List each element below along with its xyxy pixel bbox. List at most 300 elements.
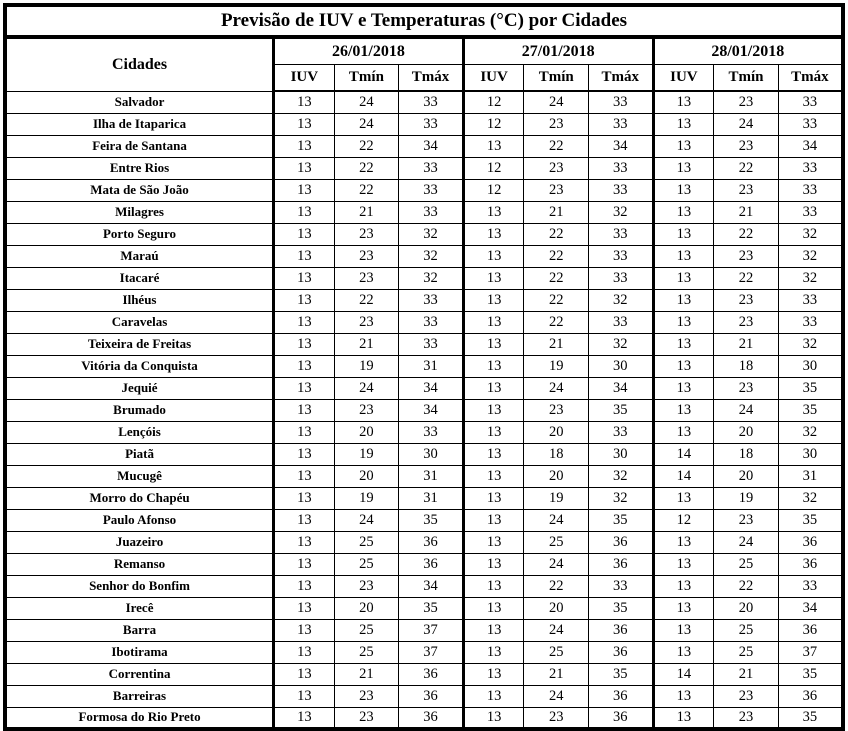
value-cell: 35 [589,663,654,685]
value-cell: 36 [589,553,654,575]
value-cell: 23 [714,91,779,113]
table-row [5,245,843,267]
value-cell: 30 [778,355,843,377]
value-cell: 13 [274,201,335,223]
value-cell: 35 [778,509,843,531]
value-cell: 13 [274,531,335,553]
value-cell: 19 [334,355,399,377]
value-cell: 13 [653,91,714,113]
table-row [5,663,843,685]
value-cell: 32 [589,333,654,355]
value-cell: 33 [589,311,654,333]
table-row [5,267,843,289]
value-cell: 20 [714,597,779,619]
value-cell: 13 [274,707,335,729]
value-cell: 30 [589,355,654,377]
value-cell: 21 [524,333,589,355]
value-cell: 21 [714,663,779,685]
value-cell: 23 [714,311,779,333]
value-cell: 13 [653,223,714,245]
value-cell: 32 [778,421,843,443]
value-cell: 23 [714,289,779,311]
city-name: Remanso [5,553,274,575]
table-row [5,201,843,223]
value-cell: 22 [714,575,779,597]
value-cell: 13 [274,619,335,641]
value-cell: 13 [463,575,524,597]
table-row [5,619,843,641]
value-cell: 13 [463,421,524,443]
value-cell: 32 [589,487,654,509]
subcol-header-iuv: IUV [274,65,335,92]
value-cell: 22 [334,289,399,311]
value-cell: 24 [334,113,399,135]
city-name: Formosa do Rio Preto [5,707,274,729]
value-cell: 13 [463,443,524,465]
city-name: Teixeira de Freitas [5,333,274,355]
city-name: Entre Rios [5,157,274,179]
table-header [5,5,843,91]
table-row [5,685,843,707]
value-cell: 32 [778,223,843,245]
city-name: Mata de São João [5,179,274,201]
value-cell: 13 [274,443,335,465]
value-cell: 35 [778,377,843,399]
value-cell: 33 [399,113,464,135]
value-cell: 20 [524,421,589,443]
value-cell: 33 [399,157,464,179]
table-row [5,641,843,663]
value-cell: 13 [274,311,335,333]
value-cell: 13 [274,113,335,135]
value-cell: 22 [524,575,589,597]
city-name: Vitória da Conquista [5,355,274,377]
subcol-header-tmin: Tmín [524,65,589,92]
subcol-header-tmax: Tmáx [778,65,843,92]
city-name: Paulo Afonso [5,509,274,531]
value-cell: 13 [653,531,714,553]
value-cell: 24 [334,377,399,399]
column-header-date-3: 28/01/2018 [653,37,843,65]
value-cell: 20 [334,597,399,619]
value-cell: 13 [274,641,335,663]
value-cell: 34 [399,399,464,421]
value-cell: 13 [463,311,524,333]
column-header-date-2: 27/01/2018 [463,37,653,65]
city-name: Itacaré [5,267,274,289]
value-cell: 23 [714,135,779,157]
value-cell: 13 [653,267,714,289]
value-cell: 33 [778,113,843,135]
value-cell: 22 [714,157,779,179]
value-cell: 13 [463,509,524,531]
value-cell: 33 [399,333,464,355]
value-cell: 13 [463,553,524,575]
value-cell: 13 [274,685,335,707]
value-cell: 25 [524,641,589,663]
city-name: Barreiras [5,685,274,707]
value-cell: 30 [778,443,843,465]
value-cell: 22 [524,289,589,311]
value-cell: 35 [589,597,654,619]
table-row [5,575,843,597]
value-cell: 25 [334,553,399,575]
value-cell: 23 [334,223,399,245]
value-cell: 20 [334,421,399,443]
value-cell: 13 [463,465,524,487]
value-cell: 23 [714,509,779,531]
value-cell: 21 [524,663,589,685]
value-cell: 13 [274,421,335,443]
value-cell: 32 [778,245,843,267]
table-row [5,399,843,421]
value-cell: 13 [274,355,335,377]
value-cell: 35 [589,509,654,531]
value-cell: 34 [399,135,464,157]
value-cell: 36 [589,707,654,729]
value-cell: 32 [399,223,464,245]
value-cell: 13 [463,663,524,685]
city-name: Porto Seguro [5,223,274,245]
value-cell: 23 [714,377,779,399]
value-cell: 13 [463,685,524,707]
value-cell: 13 [274,333,335,355]
value-cell: 21 [334,333,399,355]
value-cell: 23 [714,245,779,267]
value-cell: 13 [463,487,524,509]
value-cell: 35 [589,399,654,421]
value-cell: 23 [714,685,779,707]
value-cell: 24 [714,531,779,553]
value-cell: 13 [274,91,335,113]
value-cell: 13 [463,223,524,245]
value-cell: 13 [653,245,714,267]
value-cell: 36 [399,685,464,707]
value-cell: 19 [334,487,399,509]
value-cell: 33 [778,289,843,311]
value-cell: 13 [653,399,714,421]
table-row [5,421,843,443]
column-header-date-1: 26/01/2018 [274,37,464,65]
value-cell: 22 [334,135,399,157]
table-row [5,531,843,553]
value-cell: 13 [463,267,524,289]
city-name: Feira de Santana [5,135,274,157]
value-cell: 13 [274,267,335,289]
city-name: Ibotirama [5,641,274,663]
value-cell: 23 [714,179,779,201]
value-cell: 31 [778,465,843,487]
value-cell: 23 [334,245,399,267]
value-cell: 36 [589,641,654,663]
table-row [5,355,843,377]
value-cell: 13 [463,245,524,267]
value-cell: 31 [399,487,464,509]
value-cell: 14 [653,663,714,685]
value-cell: 19 [524,487,589,509]
table-row [5,179,843,201]
value-cell: 36 [589,685,654,707]
subcol-header-tmax: Tmáx [589,65,654,92]
value-cell: 36 [778,685,843,707]
value-cell: 23 [334,399,399,421]
value-cell: 33 [778,179,843,201]
value-cell: 13 [463,201,524,223]
value-cell: 22 [524,135,589,157]
value-cell: 33 [589,421,654,443]
value-cell: 13 [463,707,524,729]
value-cell: 13 [653,487,714,509]
value-cell: 32 [589,289,654,311]
value-cell: 37 [399,619,464,641]
value-cell: 33 [778,311,843,333]
value-cell: 33 [778,575,843,597]
value-cell: 22 [334,157,399,179]
value-cell: 13 [653,377,714,399]
value-cell: 13 [274,245,335,267]
title-row [5,5,843,37]
value-cell: 13 [653,421,714,443]
value-cell: 12 [463,157,524,179]
column-header-cidades: Cidades [5,37,274,91]
value-cell: 22 [524,267,589,289]
value-cell: 30 [589,443,654,465]
value-cell: 21 [524,201,589,223]
value-cell: 21 [334,201,399,223]
value-cell: 22 [334,179,399,201]
value-cell: 13 [274,575,335,597]
value-cell: 13 [463,355,524,377]
value-cell: 34 [399,377,464,399]
value-cell: 13 [274,179,335,201]
value-cell: 34 [589,135,654,157]
city-name: Senhor do Bonfim [5,575,274,597]
value-cell: 33 [589,245,654,267]
value-cell: 23 [334,707,399,729]
value-cell: 24 [524,553,589,575]
value-cell: 35 [399,597,464,619]
value-cell: 33 [589,575,654,597]
value-cell: 33 [399,179,464,201]
value-cell: 18 [714,355,779,377]
subcol-header-tmin: Tmín [334,65,399,92]
value-cell: 20 [714,465,779,487]
value-cell: 13 [463,531,524,553]
city-name: Salvador [5,91,274,113]
city-name: Barra [5,619,274,641]
value-cell: 24 [714,113,779,135]
value-cell: 13 [274,223,335,245]
city-name: Caravelas [5,311,274,333]
city-name: Ilhéus [5,289,274,311]
value-cell: 32 [589,465,654,487]
value-cell: 22 [524,245,589,267]
value-cell: 33 [589,267,654,289]
value-cell: 13 [653,597,714,619]
value-cell: 25 [334,619,399,641]
value-cell: 33 [778,91,843,113]
value-cell: 13 [274,135,335,157]
table-row [5,157,843,179]
value-cell: 13 [463,399,524,421]
subcol-header-tmin: Tmín [714,65,779,92]
value-cell: 24 [334,509,399,531]
value-cell: 24 [524,377,589,399]
value-cell: 34 [778,597,843,619]
value-cell: 36 [399,531,464,553]
value-cell: 33 [589,91,654,113]
value-cell: 37 [399,641,464,663]
value-cell: 33 [589,157,654,179]
value-cell: 30 [399,443,464,465]
value-cell: 35 [778,399,843,421]
city-name: Piatã [5,443,274,465]
table-row [5,443,843,465]
city-name: Morro do Chapéu [5,487,274,509]
value-cell: 32 [399,245,464,267]
table-title: Previsão de IUV e Temperaturas (°C) por Cidades [5,5,843,37]
value-cell: 33 [778,201,843,223]
subcol-header-iuv: IUV [463,65,524,92]
table-row [5,223,843,245]
value-cell: 37 [778,641,843,663]
table-row [5,91,843,113]
table-row [5,553,843,575]
table-row [5,113,843,135]
value-cell: 36 [778,531,843,553]
subcol-header-iuv: IUV [653,65,714,92]
value-cell: 13 [653,641,714,663]
value-cell: 33 [399,421,464,443]
city-name: Brumado [5,399,274,421]
city-name: Ilha de Itaparica [5,113,274,135]
value-cell: 20 [524,465,589,487]
value-cell: 13 [463,619,524,641]
value-cell: 34 [589,377,654,399]
value-cell: 13 [463,289,524,311]
value-cell: 23 [334,575,399,597]
value-cell: 13 [274,509,335,531]
value-cell: 13 [463,597,524,619]
value-cell: 25 [334,641,399,663]
table-row [5,333,843,355]
value-cell: 36 [589,531,654,553]
value-cell: 24 [524,619,589,641]
value-cell: 13 [274,597,335,619]
value-cell: 13 [653,179,714,201]
value-cell: 22 [714,223,779,245]
value-cell: 33 [399,201,464,223]
value-cell: 13 [653,553,714,575]
value-cell: 34 [778,135,843,157]
value-cell: 22 [524,311,589,333]
value-cell: 13 [463,333,524,355]
value-cell: 22 [524,223,589,245]
table-row [5,377,843,399]
value-cell: 13 [274,399,335,421]
value-cell: 32 [778,333,843,355]
value-cell: 25 [714,553,779,575]
value-cell: 32 [778,267,843,289]
value-cell: 20 [524,597,589,619]
value-cell: 24 [714,399,779,421]
value-cell: 23 [524,113,589,135]
table-row [5,597,843,619]
value-cell: 21 [714,201,779,223]
subcol-header-tmax: Tmáx [399,65,464,92]
value-cell: 25 [714,619,779,641]
value-cell: 19 [524,355,589,377]
city-name: Lençóis [5,421,274,443]
value-cell: 24 [524,91,589,113]
table-row [5,707,843,729]
table-row [5,135,843,157]
city-name: Mucugê [5,465,274,487]
value-cell: 18 [524,443,589,465]
value-cell: 20 [334,465,399,487]
value-cell: 13 [653,685,714,707]
value-cell: 13 [274,157,335,179]
value-cell: 13 [274,487,335,509]
value-cell: 31 [399,465,464,487]
date-header-row [5,37,843,65]
value-cell: 32 [399,267,464,289]
value-cell: 13 [463,377,524,399]
value-cell: 13 [653,201,714,223]
value-cell: 25 [334,531,399,553]
value-cell: 36 [778,553,843,575]
value-cell: 33 [589,223,654,245]
value-cell: 18 [714,443,779,465]
value-cell: 24 [524,509,589,531]
table-body [5,91,843,729]
value-cell: 14 [653,443,714,465]
value-cell: 23 [524,707,589,729]
value-cell: 21 [334,663,399,685]
value-cell: 13 [653,311,714,333]
value-cell: 13 [274,289,335,311]
value-cell: 23 [524,399,589,421]
value-cell: 13 [653,135,714,157]
value-cell: 33 [589,179,654,201]
value-cell: 14 [653,465,714,487]
value-cell: 24 [334,91,399,113]
value-cell: 36 [399,553,464,575]
value-cell: 23 [524,179,589,201]
value-cell: 23 [524,157,589,179]
value-cell: 33 [778,157,843,179]
value-cell: 36 [589,619,654,641]
value-cell: 36 [399,707,464,729]
value-cell: 23 [334,311,399,333]
city-name: Irecê [5,597,274,619]
value-cell: 23 [334,685,399,707]
value-cell: 24 [524,685,589,707]
value-cell: 36 [778,619,843,641]
value-cell: 13 [463,135,524,157]
value-cell: 32 [589,201,654,223]
value-cell: 22 [714,267,779,289]
value-cell: 31 [399,355,464,377]
value-cell: 32 [778,487,843,509]
value-cell: 35 [778,663,843,685]
value-cell: 13 [653,157,714,179]
value-cell: 12 [463,91,524,113]
value-cell: 33 [589,113,654,135]
city-name: Maraú [5,245,274,267]
value-cell: 19 [714,487,779,509]
value-cell: 12 [653,509,714,531]
